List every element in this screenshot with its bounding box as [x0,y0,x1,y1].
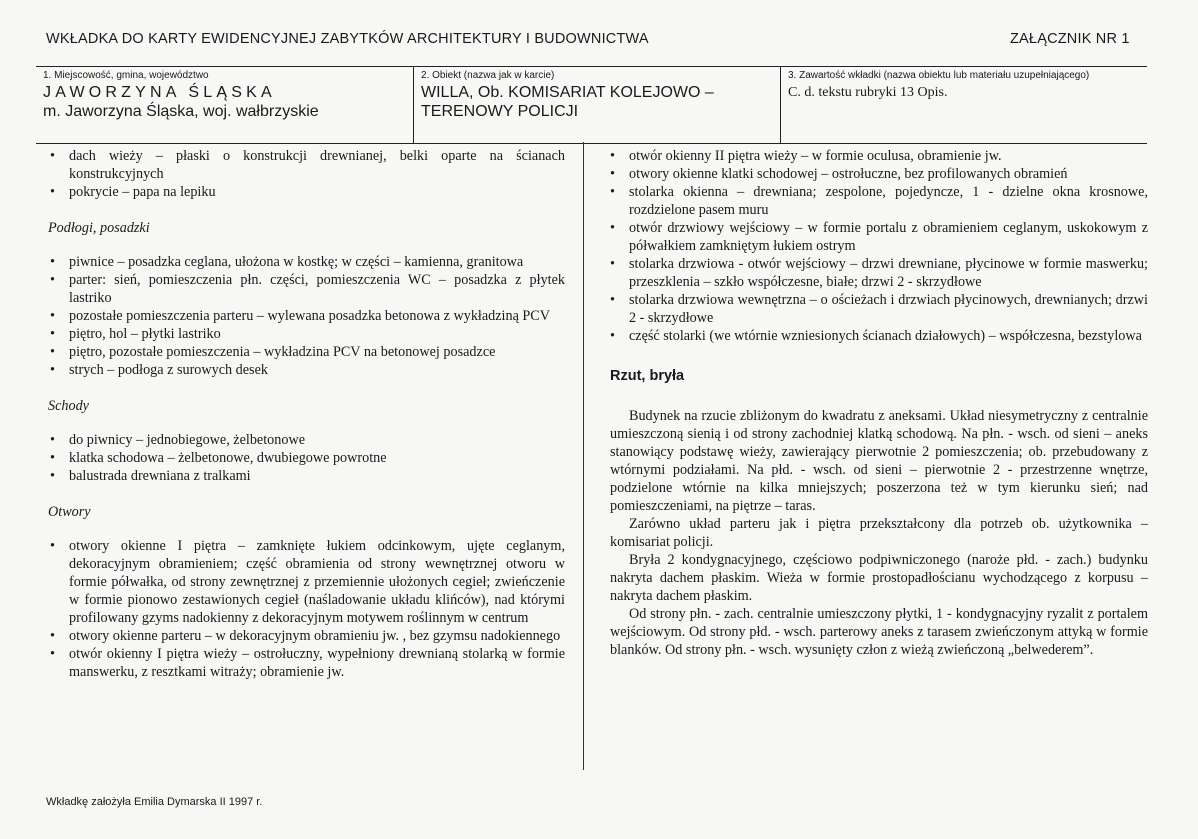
list-item: • otwór okienny II piętra wieży – w formie oculusa, obramienie jw. [610,147,1148,165]
list-item: • otwory okienne klatki schodowej – ostrołuczne, bez profilowanych obramień [610,165,1148,183]
field-object-label: 2. Obiekt (nazwa jak w karcie) [421,70,555,81]
list-item: • parter: sień, pomieszczenia płn. części, pomieszczenia WC – posadzka z płytek lastriko [50,271,565,307]
list-item: • piwnice – posadzka ceglana, ułożona w kostkę; w części – kamienna, granitowa [50,253,565,271]
list-item: • dach wieży – płaski o konstrukcji drewnianej, belki oparte na ścianach konstrukcyjnych [50,147,565,183]
footer-note: Wkładkę założyła Emilia Dymarska II 1997 r. [46,796,263,808]
paragraph: Od strony płn. - zach. centralnie umieszczony płytki, 1 - kondygnacyjny ryzalit z portalem wejściowym. Od strony płd. - wsch. parterowy aneks z tarasem zwieńczonym attyką w formie blanków. Od strony płn. - wsch. wysunięty człon z wieżą zwieńczoną „belwederem”. [610,606,1148,658]
list-item: • piętro, pozostałe pomieszczenia – wykładzina PCV na betonowej posadzce [50,343,565,361]
field-object [413,67,780,143]
paragraph: Budynek na rzucie zbliżonym do kwadratu z aneksami. Układ niesymetryczny z centralnie umieszczoną sienią i od strony zachodniej klatką schodową. Na płn. - wsch. od sieni – aneks stanowiący podstawę wieży, zawierający pierwotnie 2 pomieszczenia; ob. przebudowany z wtórnymi podziałami. Na płd. - wsch. od sieni – pierwotnie 2 - przestrzenne wnętrze, podzielone wtórnie na kilka mniejszych; poszerzona też w tym kierunku sień; nad pomieszczeniami, na piętrze – taras. [610,408,1148,514]
right-column [610,147,1148,659]
field-contents-label: 3. Zawartość wkładki (nazwa obiektu lub materiału uzupełniającego) [788,70,1090,81]
field-location-town: JAWORZYNA ŚLĄSKA [43,84,276,101]
annex-label: ZAŁĄCZNIK NR 1 [1010,31,1130,47]
plan-section-heading: Rzut, bryła [610,368,685,384]
list-item: • stolarka drzwiowa - otwór wejściowy – drzwi drewniane, płycinowe w formie maswerku; przeszklenia – szkło współczesne, białe; drzwi 2 - skrzydłowe [610,255,1148,291]
openings-continued-list [610,147,1148,345]
floors-list [50,253,565,379]
list-item: • otwór okienny I piętra wieży – ostrołuczny, wypełniony drewnianą stolarką w formie manswerku, z resztkami witraży; obramienie jw. [50,645,565,681]
floors-heading: Podłogi, posadzki [48,220,150,236]
list-item: • otwory okienne parteru – w dekoracyjnym obramieniu jw. , bez gzymsu nadokiennego [50,627,565,645]
roof-list [50,147,565,201]
field-contents-value: C. d. tekstu rubryki 13 Opis. [788,85,948,100]
field-location [36,67,413,143]
left-column [50,147,565,681]
list-item: • strych – podłoga z surowych desek [50,361,565,379]
stairs-heading: Schody [48,398,89,414]
field-object-value: WILLA, Ob. KOMISARIAT KOLEJOWO – TERENOWY POLICJI [421,84,714,120]
column-divider [583,142,584,770]
document-title: WKŁADKA DO KARTY EWIDENCYJNEJ ZABYTKÓW ARCHITEKTURY I BUDOWNICTWA [46,31,649,47]
openings-heading: Otwory [48,504,91,520]
field-location-label: 1. Miejscowość, gmina, województwo [43,70,209,81]
list-item: • balustrada drewniana z tralkami [50,467,565,485]
paragraph: Zarówno układ parteru jak i piętra przekształcony dla potrzeb ob. użytkownika – komisariat policji. [610,516,1148,550]
list-item: • klatka schodowa – żelbetonowe, dwubiegowe powrotne [50,449,565,467]
list-item: • pokrycie – papa na lepiku [50,183,565,201]
field-contents [780,67,1147,143]
header-fields-table [36,66,1147,144]
list-item: • otwór drzwiowy wejściowy – w formie portalu z obramieniem ceglanym, uskokowym z półwałkiem zamkniętym łukiem ostrym [610,219,1148,255]
openings-list [50,537,565,681]
list-item: • pozostałe pomieszczenia parteru – wylewana posadzka betonowa z wykładziną PCV [50,307,565,325]
list-item: • otwory okienne I piętra – zamknięte łukiem odcinkowym, ujęte ceglanym, dekoracyjnym obramieniem; część obramienia od strony wewnętrznej otworu w formie półwałka, od strony zewnętrznej z przemiennie ułożonych cegieł; zwieńczenie w formie pionowo zestawionych cegieł (naśladowanie układu klińców), nad którymi profilowany gzyms nadokienny z dekoracyjnym motywem roślinnym w centrum [50,537,565,627]
list-item: • stolarka okienna – drewniana; zespolone, pojedyncze, 1 - dzielne okna krosnowe, rozdzielone pasem muru [610,183,1148,219]
list-item: • piętro, hol – płytki lastriko [50,325,565,343]
field-location-detail: m. Jaworzyna Śląska, woj. wałbrzyskie [43,103,319,120]
list-item: • stolarka drzwiowa wewnętrzna – o ościeżach i drzwiach płycinowych, drewnianych; drzwi 2 - skrzydłowe [610,291,1148,327]
list-item: • do piwnicy – jednobiegowe, żelbetonowe [50,431,565,449]
paragraph: Bryła 2 kondygnacyjnego, częściowo podpiwniczonego (naroże płd. - zach.) budynku nakryta dachem płaskim. Wieża w formie prostopadłościanu wychodzącego z korpusu – nakryta dachem płaskim. [610,552,1148,604]
stairs-list [50,431,565,485]
list-item: • część stolarki (we wtórnie wzniesionych ścianach działowych) – współczesna, bezstylowa [610,327,1148,345]
